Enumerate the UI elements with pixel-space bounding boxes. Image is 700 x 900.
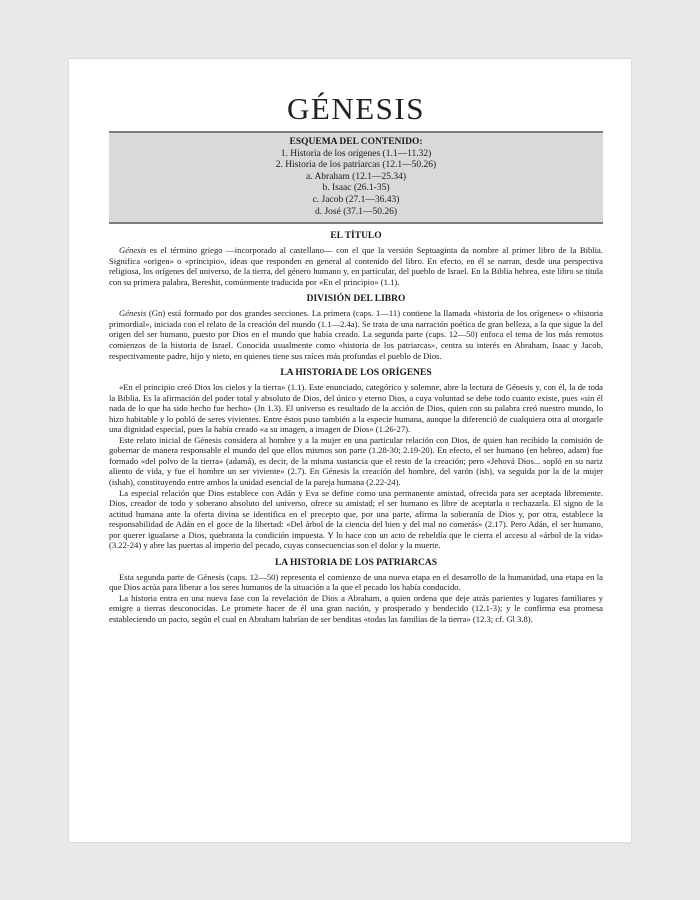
paragraph-text: La especial relación que Dios establece con Adán y Eva se define como una permanente amistad, ofrecida para ser aceptada libremente. Dios, creador de todo y soberano absoluto del universo, ofrece su amistad; el ser humano es libre de aceptarla o rechazarla. El signo de la actitud humana ante la oferta divina se identifica en el precepto que, por una parte, afirma la soberanía de Dios y, por otra, establece la responsabilidad de Adán en el goce de la libertad: «Del árbol de la ciencia del bien y del mal no comerás» (2.17). Pero Adán, el ser humano, por querer igualarse a Dios, quebranta la condición impuesta. Y lo hace con un acto de rebeldía que le cierra el acceso al «árbol de la vida» (3.22-24) y abre las puertas al imperio del pecado, cuyas consecuencias son el dolor y la muerte. — [109, 487, 603, 551]
scheme-item: d. José (37.1—50.26) — [314, 206, 398, 217]
paragraph-text: Este relato inicial de Génesis considera al hombre y a la mujer en una particular relación con Dios, de quien han recibido la comisión de gobernar de manera responsable el mundo del que ellos mismos son parte (1.28-30; 2.19-20). En efecto, el ser humano (en hebreo, adam) fue formado «del polvo de la tierra» (adamá), es decir, de la misma sustancia que el resto de la creación; pero «Jehová Dios... sopló en su nariz aliento de vida, y fue el hombre un ser viviente» (2.7). En Génesis la creación del hombre, del varón (ish), va seguida por la de la mujer (ishah), constituyendo entre ambos la unidad esencial de la pareja humana (2.22-24). — [109, 434, 603, 487]
contents-scheme-box — [109, 131, 603, 224]
page-content — [109, 89, 603, 625]
paragraph-text: Esta segunda parte de Génesis (caps. 12—50) representa el comienzo de una nueva etapa en el desarrollo de la humanidad, una etapa en la que Dios actúa para liberar a los seres humanos de la situación a la que el pecado los había conducido. — [109, 571, 603, 593]
scheme-heading: ESQUEMA DEL CONTENIDO: — [289, 137, 423, 147]
paragraph — [109, 245, 603, 287]
paragraph-text: «En el principio creó Dios los cielos y la tierra» (1.1). Este enunciado, categórico y solemne, abre la lectura de Génesis y, con él, la de toda la Biblia. Es la afirmación del poder total y absoluto de Dios, del único y eterno Dios, a cuya voluntad se debe todo cuanto existe, pues «sin él nada de lo que ha sido hecho fue hecho» (Jn 1.3). El universo es resultado de la acción de Dios, quien con su palabra creó nuestro mundo, lo hizo habitable y lo pobló de seres vivientes. Entre éstos puso también a la especie humana, aunque la diferenció de cualquiera otra al otorgarle una dignidad especial, pues la había creado «a su imagen, a imagen de Dios» (1.26-27). — [109, 382, 603, 435]
paragraph — [109, 572, 603, 593]
scheme-item: 1. Historia de los orígenes (1.1—11.32) — [280, 148, 432, 159]
paragraph — [109, 382, 603, 435]
scheme-item: 2. Historia de los patriarcas (12.1—50.26) — [275, 160, 437, 171]
section-title: LA HISTORIA DE LOS PATRIARCAS — [274, 557, 438, 568]
book-name: Génesis — [119, 245, 147, 256]
paragraph-text: La historia entra en una nueva fase con la revelación de Dios a Abraham, a quien ordena que deje atrás parientes y lugares familiares y emigre a tierras desconocidas. Le promete hacer de él una gran nación, y prosperado y bendecido (12.1-3); y le confirma esa promesa estableciendo un pacto, según el cual en Abraham habrían de ser benditas «todas las familias de la tierra» (12.3; cf. Gl 3.8). — [109, 592, 603, 625]
section-title: EL TÍTULO — [330, 231, 382, 242]
section-title: DIVISIÓN DEL LIBRO — [306, 294, 406, 305]
paragraph-text: (Gn) está formado por dos grandes secciones. La primera (caps. 1—11) contiene la llamada «historia de los orígenes» o «historia primordial», iniciada con el relato de la creación del mundo (1.1—2.4a). Se trata de una narración poética de gran belleza, a la que sigue la del origen del ser humano, puesto por Dios en el mundo que había creado. La segunda parte (caps. 12—50) enfoca el tema de los más remotos comienzos de la historia de Israel. Conocida usualmente como «historia de los patriarcas», centra su interés en Abraham, Isaac y Jacob, respectivamente padre, hijo y nieto, en quienes tiene sus raíces más profundas el pueblo de Dios. — [109, 308, 603, 361]
paragraph — [109, 308, 603, 361]
paragraph-text: es el término griego —incorporado al castellano— con el que la versión Septuaginta da nombre al primer libro de la Biblia. Significa «origen» o «principio», ideas que responden en general al contenido del libro. En efecto, en él se narran, desde una perspectiva religiosa, los orígenes del universo, de la tierra, del género humano y, en particular, del pueblo de Israel. En la Biblia hebrea, este libro se titula con su primera palabra, Bereshit, comúnmente traducida por «En el principio» (1.1). — [109, 245, 603, 287]
paragraph — [109, 488, 603, 551]
paragraph — [109, 593, 603, 625]
paragraph — [109, 435, 603, 488]
section-title: LA HISTORIA DE LOS ORÍGENES — [280, 368, 432, 379]
scheme-item: a. Abraham (12.1—25.34) — [306, 171, 406, 182]
scheme-item: c. Jacob (27.1—36.43) — [312, 194, 400, 205]
page-title: GÉNESIS — [287, 91, 425, 126]
book-name: Génesis — [119, 308, 147, 319]
document-page — [69, 59, 631, 842]
scheme-item: b. Isaac (26.1-35) — [322, 183, 390, 194]
